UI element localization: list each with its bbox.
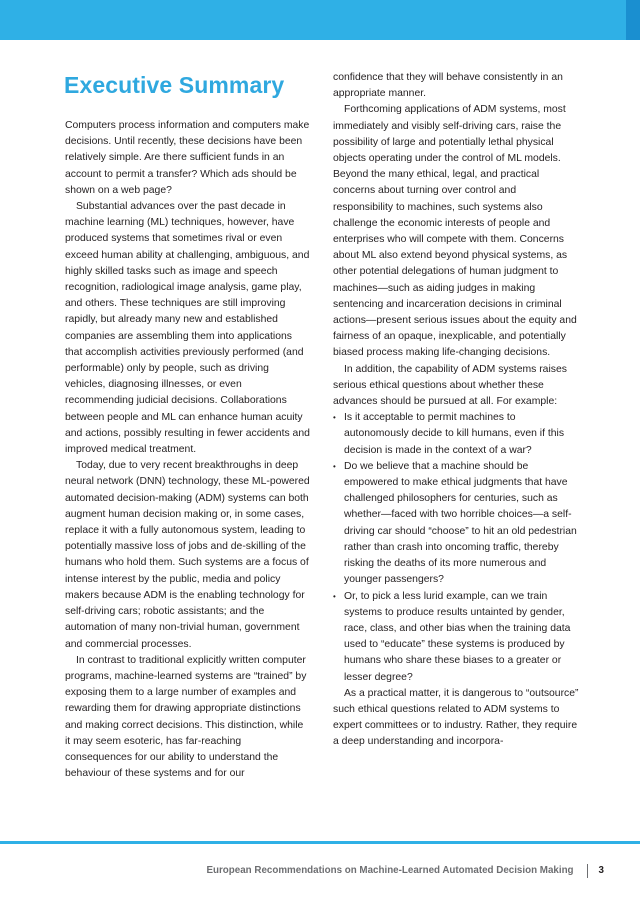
header-band-edge [626, 0, 640, 40]
page-title: Executive Summary [64, 72, 285, 98]
page-number: 3 [598, 865, 604, 876]
paragraph: Today, due to very recent breakthroughs in deep neural network (DNN) technology, these ML-powered automated decision-making (ADM) systems can both augment human decision making or, in some cases, replace it with a fully autonomous system, leading to potentially massive loss of jobs and de-skilling of the humans who hold them. Such systems are a focus of intense interest by the public, media and policy makers because ADM is the enabling technology for self-driving cars; robotic assistants; and the automation of many non-trivial human, government and commercial processes. [65, 460, 310, 650]
bullet-list [333, 410, 579, 685]
footer-title: European Recommendations on Machine-Learned Automated Decision Making [206, 865, 574, 876]
page-footer [206, 863, 604, 879]
paragraph: In addition, the capability of ADM systems raises serious ethical questions about whether these advances should be pursued at all. For example: [333, 363, 567, 408]
paragraph: Substantial advances over the past decade in machine learning (ML) techniques, however, have produced systems that sometimes rival or even exceed human ability at challenging, ambiguous, and highly skilled tasks such as image and speech recognition, radiological image analysis, game play, and others. These techniques are still improving rapidly, but already many new and established companies are assembling them into applications that accomplish activities previously performed (and performable) only by people, such as driving vehicles, diagnosing illnesses, or even recommending judicial decisions. Collaborations between people and ML can enhance human acuity and actions, possibly resulting in fewer accidents and improved medical treatment. [65, 201, 310, 456]
paragraph: In contrast to traditional explicitly written computer programs, machine-learned systems are “trained” by exposing them to a large number of examples and rewarding them for drawing appropriate distinctions and making correct decisions. This distinction, while it may seem esoteric, has far-reaching consequences for our ability to understand the behaviour of these systems and for our [65, 654, 307, 780]
list-item [333, 410, 579, 459]
paragraph: Forthcoming applications of ADM systems, most immediately and visibly self-driving cars, raise the possibility of large and potentially lethal physical objects operating under the control of ML models. Beyond the many ethical, legal, and practical concerns about turning over control and responsibility to machines, such systems also challenge the economic interests of people and enterprises who will compete with them. Concerns about ML also extend beyond physical systems, as other potential delegations of human judgment to machines—such as aiding judges in making sentencing and incarceration decisions in criminal actions—present serious issues about the equity and fairness of an opaque, inexplicable, and potentially biased process making life-changing decisions. [333, 104, 577, 359]
list-item [333, 589, 579, 686]
footer-rule [0, 841, 640, 844]
list-item-text: Is it acceptable to permit machines to autonomously decide to kill humans, even if this decision is made in the context of a war? [344, 412, 565, 456]
bullet-marker: • [333, 413, 336, 423]
right-column [333, 70, 579, 751]
footer-separator [587, 864, 588, 878]
header-band [0, 0, 626, 40]
left-column [65, 118, 311, 782]
paragraph: Computers process information and computers make decisions. Until recently, these decisions have been relatively simple. Are there sufficient funds in an account to permit a transfer? Which ads should be shown on a web page? [65, 120, 310, 196]
bullet-marker: • [333, 591, 336, 601]
list-item-text: Or, to pick a less lurid example, can we train systems to produce results untainted by gender, race, class, and other bias when the training data used to “educate” these systems is produced by humans who share these biases to a greater or lesser degree? [344, 590, 571, 683]
bullet-marker: • [333, 461, 336, 471]
list-item [333, 459, 579, 589]
list-item-text: Do we believe that a machine should be empowered to make ethical judgments that have challenged philosophers for centuries, such as whether—faced with two horrible choices—a self-driving car should “choose” to hit an old pedestrian rather than crash into oncoming traffic, thereby risking the deaths of its more numerous and younger passengers? [344, 460, 577, 586]
paragraph: confidence that they will behave consistently in an appropriate manner. [333, 72, 563, 100]
paragraph: As a practical matter, it is dangerous to “outsource” such ethical questions related to ADM systems to expert committees or to industry. Rather, they require a deep understanding and incorpora- [333, 687, 579, 748]
